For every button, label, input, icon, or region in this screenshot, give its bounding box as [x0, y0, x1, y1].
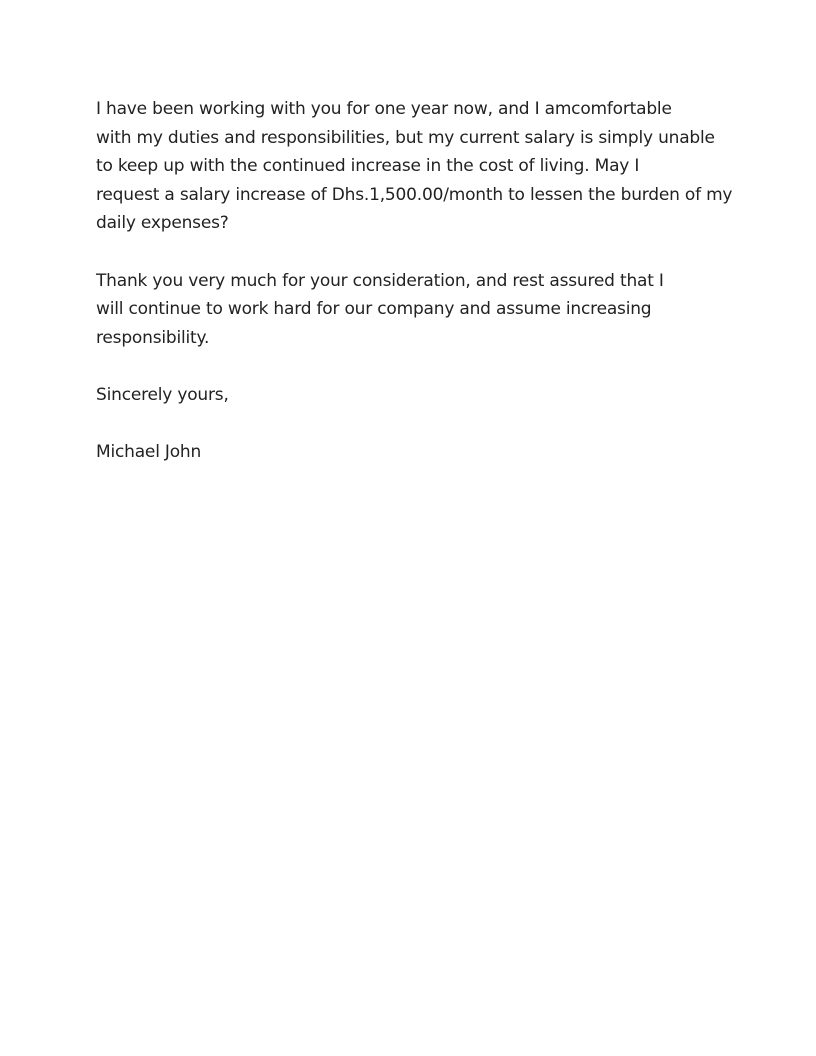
closing-text: Sincerely yours, [96, 384, 229, 405]
text-line: to keep up with the continued increase in the cost of living. May I [96, 156, 640, 177]
letter-paragraph-1 [96, 95, 736, 238]
text-line: will continue to work hard for our company and assume increasing [96, 299, 652, 320]
text-line: daily expenses? [96, 213, 229, 234]
paragraph-spacer [96, 238, 736, 267]
paragraph-spacer [96, 410, 736, 439]
signature-name: Michael John [96, 442, 202, 463]
text-line: request a salary increase of Dhs.1,500.00/month to lessen the burden of my [96, 184, 733, 205]
text-line: I have been working with you for one year now, and I amcomfortable [96, 99, 672, 119]
letter-signature [96, 438, 736, 467]
text-line: responsibility. [96, 327, 210, 348]
letter-body [96, 95, 736, 467]
paragraph-spacer [96, 352, 736, 381]
text-line: with my duties and responsibilities, but my current salary is simply unable [96, 127, 715, 148]
text-line: Thank you very much for your consideration, and rest assured that I [96, 270, 664, 291]
letter-paragraph-2 [96, 267, 736, 353]
letter-closing [96, 381, 736, 410]
